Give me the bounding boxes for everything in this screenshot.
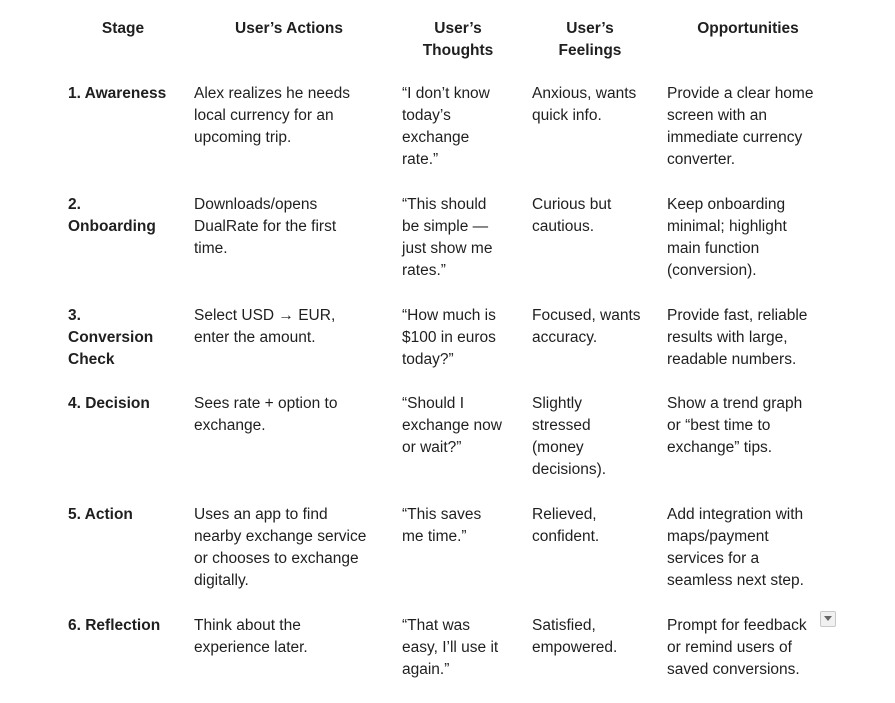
dropdown-arrow-icon [824,616,832,622]
header-feelings: User’s Feelings [558,20,622,59]
row-5-opportunities: Add integration with maps/payment services for a seamless next step. [667,506,804,589]
row-1-stage: 1. Awareness [68,85,167,102]
row-4-feelings: Slightly stressed (money decisions). [532,395,607,478]
header-thoughts: User’s Thoughts [422,20,494,59]
row-6-thoughts: “That was easy, I’ll use it again.” [402,617,499,678]
row-3-opportunities: Provide fast, reliable results with large, readable numbers. [667,307,808,368]
row-2-stage: 2. Onboarding [68,196,156,235]
row-4-opportunities: Show a trend graph or “best time to exchange” tips. [667,395,803,456]
row-2-feelings: Curious but cautious. [532,196,612,235]
row-4-thoughts: “Should I exchange now or wait?” [402,395,502,456]
row-5-stage: 5. Action [68,506,133,523]
row-1-thoughts: “I don’t know today’s exchange rate.” [402,85,490,168]
row-3-thoughts: “How much is $100 in euros today?” [402,307,496,368]
cell-menu-button[interactable] [820,611,836,627]
row-4-actions: Sees rate + option to exchange. [194,395,338,434]
row-6-stage: 6. Reflection [68,617,161,634]
row-3-feelings: Focused, wants accuracy. [532,307,641,346]
row-5-actions: Uses an app to find nearby exchange service or chooses to exchange digitally. [194,506,367,589]
header-actions: User’s Actions [235,20,343,37]
row-6-opportunities: Prompt for feedback or remind users of saved conversions. [667,617,807,678]
row-2-thoughts: “This should be simple — just show me rates.” [402,196,493,279]
row-5-feelings: Relieved, confident. [532,506,600,545]
row-5-thoughts: “This saves me time.” [402,506,482,545]
row-3-actions: Select USD → EUR, enter the amount. [194,307,336,346]
row-6-feelings: Satisfied, empowered. [532,617,618,656]
header-opportunities: Opportunities [697,20,799,37]
row-6-actions: Think about the experience later. [194,617,308,656]
row-1-actions: Alex realizes he needs local currency for an upcoming trip. [194,85,350,146]
row-3-stage: 3. Conversion Check [68,307,154,368]
header-stage: Stage [101,20,145,37]
row-2-opportunities: Keep onboarding minimal; highlight main function (conversion). [667,196,787,279]
row-1-feelings: Anxious, wants quick info. [532,85,637,124]
row-1-opportunities: Provide a clear home screen with an immediate currency converter. [667,85,814,168]
row-4-stage: 4. Decision [68,395,150,412]
row-2-actions: Downloads/opens DualRate for the first time. [194,196,337,257]
